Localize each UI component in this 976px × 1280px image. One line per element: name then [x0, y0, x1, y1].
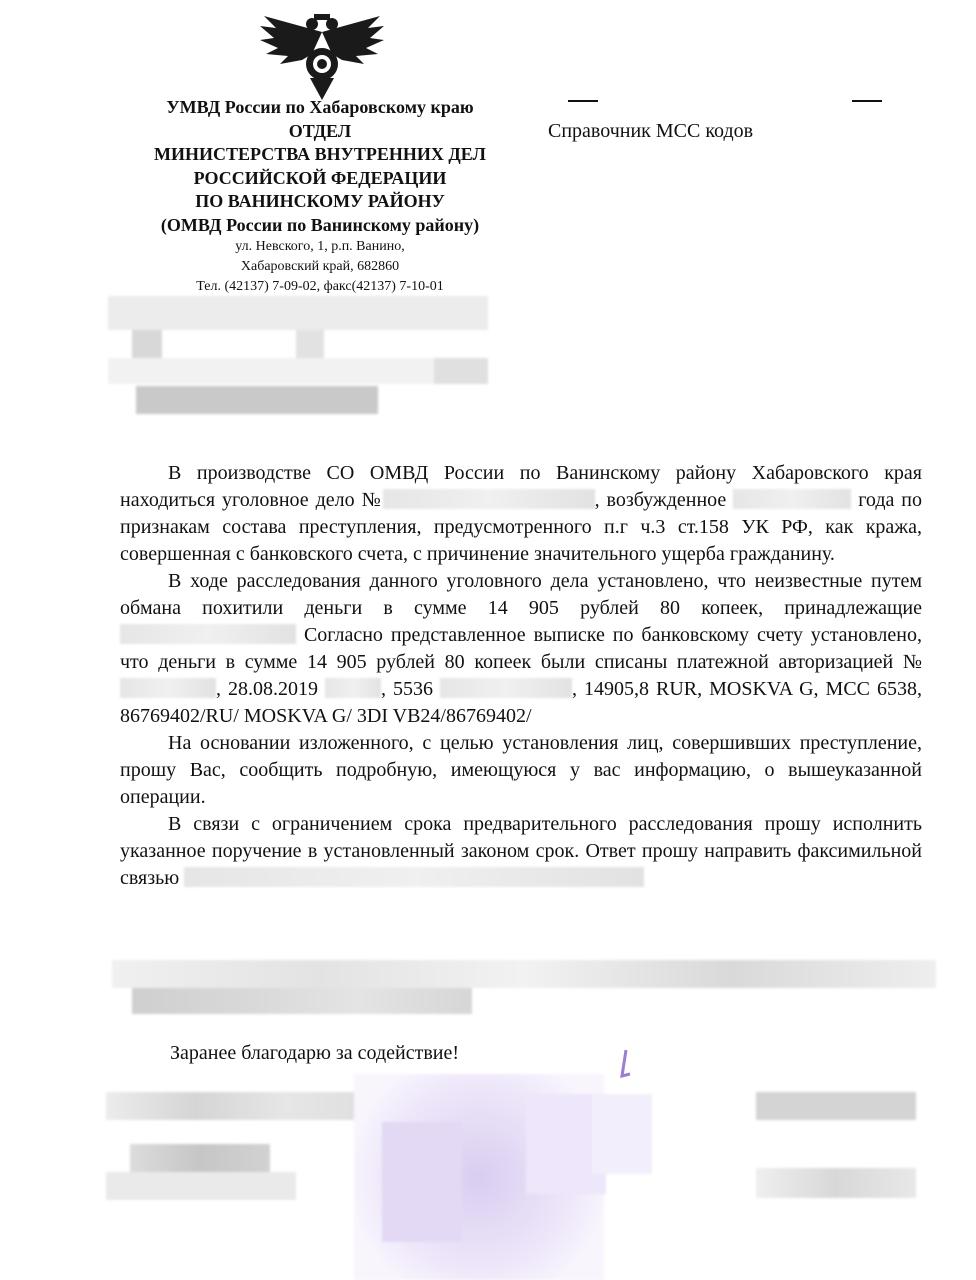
paragraph-2: В ходе расследования данного уголовного дела установлено, что неизвестные путем обмана похитили деньги в сумме 14 905 рублей 80 копеек, принадлежащие Согласно представленное выписке по банковскому счету установлено, что деньги в сумме 14 905 рублей 80 копеек были списаны платежной авторизацией №, 28.08.2019 , 5536 , 14905,8 RUR, MOSKVA G, MCC 6538, 86769402/RU/ MOSKVA G/ 3DI VB24/86769402/: [120, 570, 923, 727]
redacted-outgoing-ref: [108, 296, 488, 416]
redacted-signature-block: [106, 1064, 926, 1280]
department-name: УМВД России по Хабаровскому краю: [166, 97, 474, 117]
signature-stroke-icon: [616, 1046, 646, 1086]
eagle-emblem-icon: [254, 14, 390, 100]
letterhead-line-1: ОТДЕЛ: [288, 120, 352, 141]
paragraph-3: На основании изложенного, с целью установления лиц, совершивших преступление, прошу Вас, сообщить подробную, имеющуюся у вас информацию, о вышеуказанной операции.: [120, 732, 922, 808]
address-line-1: ул. Невского, 1, р.п. Ванино,: [235, 239, 405, 254]
letterhead: [100, 96, 540, 297]
paragraph-1: В производстве СО ОМВД России по Ванинскому району Хабаровского края находиться уголовное дело № , возбужденное года по признакам состава преступления, предусмотренного п.г ч.3 ст.158 УК РФ, как кража, совершенная с банковского счета, с причинение значительного ущерба гражданину.: [120, 462, 923, 565]
letterhead-line-3: РОССИЙСКОЙ ФЕДЕРАЦИИ: [193, 167, 447, 188]
redacted-card-number: [440, 678, 572, 698]
letterhead-line-2: МИНИСТЕРСТВА ВНУТРЕННИХ ДЕЛ: [154, 144, 486, 164]
addressee: Справочник МСС кодов: [548, 120, 754, 142]
paragraph-4: В связи с ограничением срока предварительного расследования прошу исполнить указанное поручение в установленный законом срок. Ответ прошу направить факсимильной связью: [120, 813, 922, 889]
phone-fax: Тел. (42137) 7-09-02, факс(42137) 7-10-01: [196, 279, 444, 294]
closing-thanks: Заранее благодарю за содействие!: [170, 1042, 460, 1064]
redacted-fax-contact: [184, 867, 644, 887]
redacted-date: [733, 489, 851, 509]
redacted-contact-lines: [112, 960, 936, 1016]
number-dash: [852, 100, 882, 102]
redacted-auth-number: [120, 678, 216, 698]
redacted-victim: [120, 624, 296, 644]
letterhead-line-5: (ОМВД России по Ванинскому району): [160, 214, 480, 235]
redacted-case-number: [383, 489, 595, 509]
letterhead-line-4: ПО ВАНИНСКОМУ РАЙОНУ: [195, 191, 445, 211]
letter-body: [120, 460, 922, 892]
redacted-time: [325, 678, 381, 698]
address-line-2: Хабаровский край, 682860: [240, 259, 400, 274]
date-dash: [568, 100, 598, 102]
